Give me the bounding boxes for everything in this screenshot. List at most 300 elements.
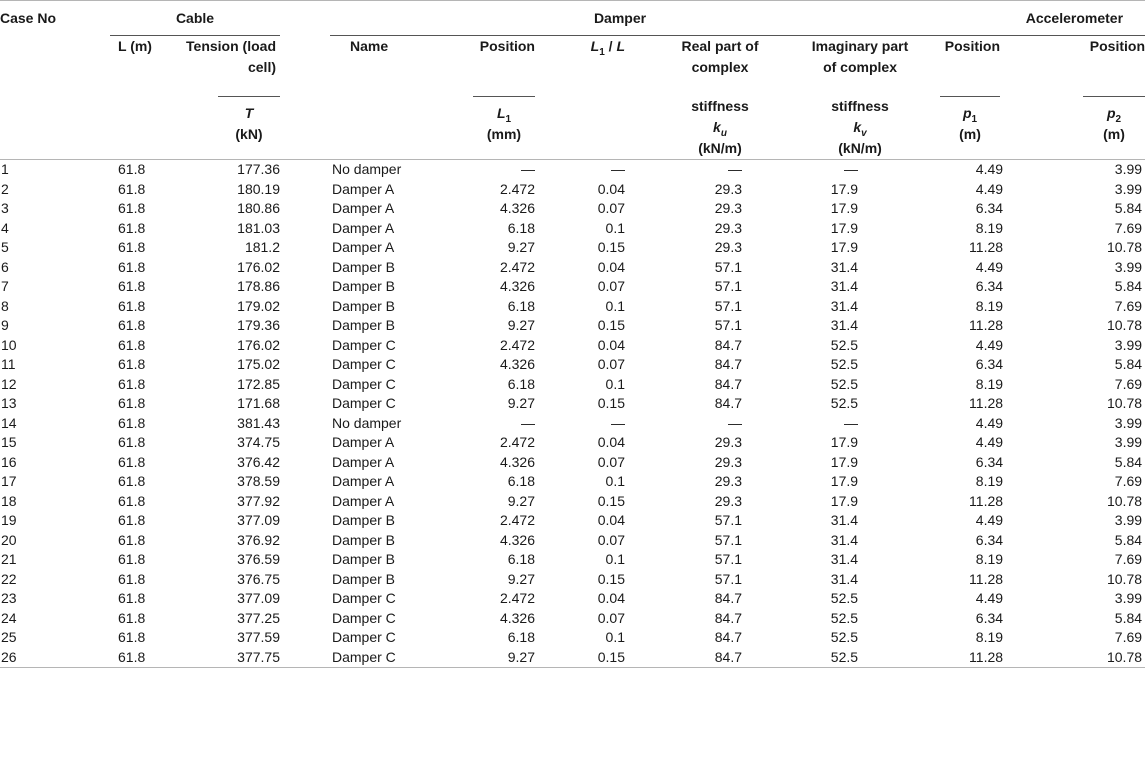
- cell-case-no: 3: [1, 200, 9, 216]
- cell-real-stiffness: 84.7: [714, 336, 742, 353]
- cell-tension: 172.85: [237, 375, 280, 392]
- cell-damper-name: Damper C: [330, 648, 460, 668]
- cell-tension: 181.03: [237, 219, 280, 236]
- cell-damper-position: 9.27: [507, 570, 535, 587]
- real-symbol: k: [713, 119, 721, 135]
- cell-imag-stiffness: 52.5: [830, 336, 859, 353]
- cell-acc-p1: 6.34: [975, 453, 1004, 470]
- cell-tension: 376.75: [237, 570, 280, 587]
- header-acc-position-1: Position: [944, 38, 1001, 54]
- cell-damper-position: 9.27: [507, 317, 535, 333]
- cell-imag-stiffness: 17.9: [830, 453, 859, 470]
- cell-real-stiffness: 29.3: [714, 200, 742, 216]
- spacer-cell: [280, 511, 330, 531]
- cell-ratio: —: [611, 161, 625, 177]
- cell-damper-position: —: [521, 414, 535, 431]
- cell-damper-name: Damper C: [332, 375, 396, 392]
- cell-ratio: 0.07: [597, 609, 625, 626]
- cell-damper-name: Damper C: [332, 395, 396, 411]
- cell-imag-stiffness: 17.9: [830, 180, 859, 197]
- table-row: [0, 258, 1145, 278]
- cell-length: 61.8: [118, 180, 146, 197]
- cell-case-no: 20: [1, 531, 17, 548]
- cell-acc-p1: 4.49: [975, 336, 1004, 353]
- cell-ratio: 0.04: [597, 590, 625, 606]
- cell-damper-position: 4.326: [499, 356, 535, 372]
- imag-part-text: Imaginary part of complex: [811, 38, 909, 75]
- spacer-cell: [280, 550, 330, 570]
- spacer-cell: [280, 570, 330, 590]
- ratio-a: L: [590, 38, 600, 54]
- cell-ratio: 0.1: [605, 375, 625, 392]
- cell-real-stiffness: 84.7: [714, 375, 742, 392]
- spacer-cell: [280, 316, 330, 336]
- cell-acc-p2: 10.78: [1106, 317, 1143, 333]
- cell-acc-p1: 11.28: [969, 239, 1004, 255]
- cell-case-no: 11: [1, 356, 16, 372]
- cell-tension: 175.02: [237, 356, 280, 372]
- cell-case-no: 19: [1, 512, 17, 528]
- cell-damper-name: Damper B: [332, 297, 396, 314]
- cell-ratio: 0.04: [597, 512, 625, 528]
- acc1-symbol-sub: 1: [971, 113, 978, 125]
- cell-length: 61.8: [118, 590, 146, 606]
- table-row: [0, 160, 1145, 180]
- cell-imag-stiffness: 52.5: [830, 590, 859, 606]
- cell-real-stiffness: 84.7: [714, 609, 742, 626]
- cell-acc-p1: 11.28: [969, 492, 1004, 509]
- spacer-cell: [280, 238, 330, 258]
- cell-real-stiffness: 29.3: [714, 473, 742, 489]
- spacer-cell: [280, 375, 330, 395]
- cell-acc-p1: 8.19: [975, 629, 1004, 645]
- cell-tension: 377.25: [237, 609, 280, 626]
- cell-acc-p1: 4.49: [975, 590, 1004, 606]
- cell-real-stiffness: 29.3: [714, 453, 742, 470]
- header-damper: Damper: [330, 1, 910, 36]
- table-row: [0, 180, 1145, 200]
- cell-acc-p1: 4.49: [975, 414, 1004, 431]
- ratio-b: L: [616, 38, 625, 54]
- ratio-sep: /: [604, 38, 617, 54]
- cell-tension: 177.36: [237, 161, 280, 177]
- table-row: [0, 531, 1145, 551]
- spacer-cell: [280, 472, 330, 492]
- cell-ratio: 0.07: [597, 531, 625, 548]
- cell-case-no: 16: [1, 453, 17, 470]
- cell-acc-p1: 11.28: [969, 395, 1004, 411]
- table-body: [0, 160, 1145, 668]
- cell-ratio: 0.07: [597, 356, 625, 372]
- cell-acc-p1: 8.19: [975, 551, 1004, 567]
- spacer-cell: [280, 180, 330, 200]
- header-imag-symbol-cell: [770, 96, 910, 160]
- cell-acc-p2: 3.99: [1114, 161, 1143, 177]
- table-row: [0, 511, 1145, 531]
- cell-imag-stiffness: 52.5: [830, 629, 859, 645]
- table-row: [0, 550, 1145, 570]
- cell-damper-position: 4.326: [499, 278, 535, 294]
- spacer-cell: [280, 199, 330, 219]
- cell-imag-stiffness: 52.5: [830, 356, 859, 372]
- table-row: [0, 394, 1145, 414]
- cell-imag-stiffness: 17.9: [830, 219, 859, 236]
- cell-damper-name: Damper B: [332, 570, 396, 587]
- spacer-cell: [280, 258, 330, 278]
- cell-case-no: 13: [1, 395, 17, 411]
- cell-damper-name: No damper: [332, 414, 402, 431]
- table-row: [0, 628, 1145, 648]
- imag-symbol-sub: v: [861, 127, 867, 139]
- table-row: [0, 414, 1145, 434]
- cell-imag-stiffness: 31.4: [830, 258, 859, 275]
- spacer-cell: [280, 589, 330, 609]
- cell-ratio: 0.04: [597, 434, 625, 450]
- header-blank: [330, 96, 460, 160]
- cell-damper-position: 6.18: [507, 629, 535, 645]
- cell-real-stiffness: 29.3: [714, 219, 742, 236]
- cell-tension: 376.92: [237, 531, 280, 548]
- table-row: [0, 648, 1145, 668]
- cell-real-stiffness: 84.7: [714, 395, 742, 411]
- cell-damper-name: Damper B: [332, 531, 396, 548]
- cell-ratio: 0.04: [597, 180, 625, 197]
- cell-damper-name: No damper: [332, 161, 402, 177]
- table-row: [0, 277, 1145, 297]
- real-stiffness-block: [670, 96, 770, 159]
- spacer-cell: [280, 297, 330, 317]
- cell-real-stiffness: 57.1: [714, 278, 742, 294]
- table-row: [0, 316, 1145, 336]
- tension-unit: (kN): [235, 126, 263, 142]
- cell-acc-p2: 5.84: [1114, 200, 1143, 216]
- cell-acc-p2: 10.78: [1106, 395, 1143, 411]
- cell-damper-name: Damper C: [332, 356, 396, 372]
- cell-acc-p1: 8.19: [975, 375, 1004, 392]
- cell-case-no: 14: [1, 414, 17, 431]
- cell-damper-position: 2.472: [499, 180, 535, 197]
- acc1-symbol: p: [962, 105, 972, 121]
- cell-ratio: 0.1: [605, 629, 625, 645]
- cell-tension: 377.75: [210, 648, 280, 668]
- table-row: [0, 589, 1145, 609]
- cell-imag-stiffness: 52.5: [830, 609, 859, 626]
- cell-imag-stiffness: 17.9: [830, 434, 859, 450]
- cell-case-no: 12: [1, 375, 17, 392]
- cell-tension: 376.59: [237, 551, 280, 567]
- table-row: [0, 453, 1145, 473]
- cell-tension: 179.02: [237, 297, 280, 314]
- cell-real-stiffness: 29.3: [714, 492, 742, 509]
- cell-imag-stiffness: 17.9: [830, 200, 859, 216]
- cell-ratio: 0.15: [597, 570, 625, 587]
- cell-real-stiffness: 57.1: [714, 512, 742, 528]
- spacer-cell: [280, 492, 330, 512]
- cell-acc-p1: 8.19: [975, 297, 1004, 314]
- cell-damper-position: 9.27: [507, 492, 535, 509]
- cell-acc-p2: 7.69: [1114, 297, 1143, 314]
- position-symbol-sub: 1: [505, 113, 512, 125]
- header-acc-position-2: Position: [1089, 38, 1145, 54]
- cell-acc-p2: 3.99: [1114, 258, 1143, 275]
- spacer-cell: [280, 531, 330, 551]
- cell-ratio: 0.04: [597, 258, 625, 275]
- cell-damper-name: Damper C: [332, 609, 396, 626]
- spacer-cell: [280, 609, 330, 629]
- cell-acc-p2: 10.78: [1106, 239, 1143, 255]
- cell-length: 61.8: [118, 317, 146, 333]
- header-length: L (m): [118, 38, 152, 54]
- spacer-cell: [280, 628, 330, 648]
- cell-damper-position: 9.27: [460, 648, 535, 668]
- cell-tension: 376.42: [237, 453, 280, 470]
- cell-case-no: 2: [1, 180, 9, 197]
- cell-damper-position: 4.326: [499, 453, 535, 470]
- cell-acc-p2: 5.84: [1114, 356, 1143, 372]
- cell-real-stiffness: 57.1: [714, 297, 742, 314]
- cell-length: 61.8: [118, 512, 146, 528]
- cell-case-no: 5: [1, 239, 9, 255]
- cell-real-stiffness: 57.1: [714, 258, 742, 275]
- spacer-cell: [280, 219, 330, 239]
- real-unit: (kN/m): [698, 140, 742, 156]
- cell-acc-p1: 6.34: [975, 609, 1004, 626]
- cell-imag-stiffness: 31.4: [830, 297, 859, 314]
- table-row: [0, 570, 1145, 590]
- cell-length: 61.8: [118, 395, 146, 411]
- cell-tension: 180.19: [237, 180, 280, 197]
- cell-imag-stiffness: 52.5: [830, 395, 859, 411]
- cell-acc-p2: 5.84: [1114, 531, 1143, 548]
- cell-damper-position: 2.472: [499, 258, 535, 275]
- cell-damper-position: 4.326: [499, 200, 535, 216]
- cell-ratio: 0.07: [597, 278, 625, 294]
- cell-length: 61.8: [118, 414, 146, 431]
- cell-ratio: 0.1: [605, 551, 625, 567]
- cell-acc-p1: 4.49: [975, 512, 1004, 528]
- header-acc1-symbol-cell: [910, 96, 1025, 160]
- cell-length: 61.8: [110, 648, 210, 668]
- cell-imag-stiffness: 31.4: [830, 512, 859, 528]
- cell-imag-stiffness: 31.4: [830, 278, 859, 294]
- cell-imag-stiffness: 17.9: [830, 492, 859, 509]
- imag-stiffness-block: [810, 96, 910, 159]
- header-ratio: [535, 36, 625, 97]
- cell-acc-p2: 7.69: [1114, 629, 1143, 645]
- table-row: [0, 375, 1145, 395]
- cell-real-stiffness: 57.1: [714, 551, 742, 567]
- cell-damper-position: 9.27: [507, 239, 535, 255]
- cell-damper-name: Damper A: [332, 219, 395, 236]
- cell-case-no: 23: [1, 590, 17, 606]
- header-tension-symbol-cell: [210, 96, 280, 160]
- table-row: [0, 336, 1145, 356]
- cell-acc-p1: 4.49: [975, 161, 1004, 177]
- cell-tension: 381.43: [237, 414, 280, 431]
- acc2-unit: (m): [1103, 126, 1125, 142]
- cell-ratio: 0.04: [597, 336, 625, 353]
- cell-acc-p1: 6.34: [975, 200, 1004, 216]
- cell-case-no: 24: [1, 609, 17, 626]
- cell-tension: 374.75: [237, 434, 280, 450]
- cell-imag-stiffness: 17.9: [830, 239, 859, 255]
- cell-acc-p2: 3.99: [1114, 590, 1143, 606]
- spacer-cell: [280, 394, 330, 414]
- cell-acc-p2: 3.99: [1114, 434, 1143, 450]
- cell-acc-p1: 11.28: [969, 570, 1004, 587]
- position-unit: (mm): [486, 126, 522, 142]
- cell-acc-p2: 7.69: [1114, 551, 1143, 567]
- spacer-cell: [280, 336, 330, 356]
- cell-acc-p1: 6.34: [975, 531, 1004, 548]
- header-real-part: [625, 36, 770, 97]
- cell-imag-stiffness: 31.4: [830, 551, 859, 567]
- cell-tension: 176.02: [237, 336, 280, 353]
- cell-length: 61.8: [118, 375, 146, 392]
- cell-acc-p2: 3.99: [1114, 512, 1143, 528]
- cell-ratio: 0.1: [605, 473, 625, 489]
- cell-damper-position: 2.472: [499, 336, 535, 353]
- cell-ratio: 0.15: [597, 492, 625, 509]
- cell-damper-name: Damper A: [332, 200, 395, 216]
- cell-length: 61.8: [118, 473, 146, 489]
- header-blank: [0, 36, 110, 97]
- cell-damper-position: 2.472: [499, 590, 535, 606]
- cell-acc-p2: 7.69: [1114, 473, 1143, 489]
- ratio-a-sub: 1: [599, 46, 605, 58]
- cell-real-stiffness: 84.7: [714, 356, 742, 372]
- imag-stiffness: stiffness: [831, 98, 889, 114]
- cell-damper-name: Damper A: [332, 492, 395, 509]
- position-separator: [473, 96, 535, 145]
- cell-length: 61.8: [118, 297, 146, 314]
- cell-real-stiffness: 84.7: [714, 590, 742, 606]
- cell-ratio: 0.07: [597, 200, 625, 216]
- table-row: [0, 199, 1145, 219]
- cell-imag-stiffness: 31.4: [830, 531, 859, 548]
- cell-damper-position: 6.18: [507, 551, 535, 567]
- cell-length: 61.8: [118, 570, 146, 587]
- spacer-cell: [280, 433, 330, 453]
- cell-imag-stiffness: —: [844, 161, 859, 177]
- cell-acc-p2: 5.84: [1114, 609, 1143, 626]
- cell-ratio: —: [611, 414, 625, 431]
- cell-ratio: 0.07: [597, 453, 625, 470]
- header-blank: [280, 36, 330, 97]
- cell-case-no: 1: [1, 161, 9, 177]
- header-cable: Cable: [110, 1, 280, 36]
- header-spacer: [280, 1, 330, 36]
- table-row: [0, 472, 1145, 492]
- cell-real-stiffness: 84.7: [625, 648, 770, 668]
- cell-imag-stiffness: 31.4: [830, 570, 859, 587]
- header-position-symbol-cell: [460, 96, 535, 160]
- cell-case-no: 7: [1, 278, 9, 294]
- cell-damper-name: Damper C: [332, 590, 396, 606]
- cell-case-no: 17: [1, 473, 17, 489]
- header-case-no: Case No: [0, 10, 57, 27]
- spacer-cell: [280, 355, 330, 375]
- cell-acc-p2: 5.84: [1114, 278, 1143, 294]
- cell-acc-p1: 8.19: [975, 219, 1004, 236]
- cell-imag-stiffness: 17.9: [830, 473, 859, 489]
- cell-length: 61.8: [118, 356, 146, 372]
- acc1-unit: (m): [959, 126, 981, 142]
- real-symbol-sub: u: [720, 127, 727, 139]
- table-row: [0, 609, 1145, 629]
- cell-acc-p2: 3.99: [1114, 336, 1143, 353]
- cell-tension: 171.68: [237, 395, 280, 411]
- cell-acc-p2: 3.99: [1114, 180, 1143, 197]
- spacer-cell: [280, 277, 330, 297]
- cell-damper-name: Damper A: [332, 239, 395, 255]
- cell-tension: 377.59: [237, 629, 280, 645]
- header-blank: [535, 96, 625, 160]
- cell-acc-p1: 4.49: [975, 258, 1004, 275]
- cell-acc-p2: 7.69: [1114, 219, 1143, 236]
- cell-tension: 176.02: [237, 258, 280, 275]
- cell-case-no: 9: [1, 317, 9, 333]
- cell-length: 61.8: [118, 551, 146, 567]
- cell-damper-position: 6.18: [507, 219, 535, 236]
- cell-ratio: 0.15: [597, 395, 625, 411]
- cell-damper-position: 2.472: [499, 434, 535, 450]
- cell-damper-position: 4.326: [499, 531, 535, 548]
- cell-length: 61.8: [118, 531, 146, 548]
- cell-length: 61.8: [118, 492, 146, 509]
- table-row: [0, 219, 1145, 239]
- cell-tension: 378.59: [237, 473, 280, 489]
- cell-tension: 377.09: [237, 590, 280, 606]
- cell-real-stiffness: 29.3: [714, 239, 742, 255]
- table-row: [0, 492, 1145, 512]
- cell-acc-p2: 10.78: [1106, 492, 1143, 509]
- cell-real-stiffness: 29.3: [714, 180, 742, 197]
- cell-damper-position: 6.18: [507, 297, 535, 314]
- table-row: [0, 433, 1145, 453]
- cell-tension: 178.86: [237, 278, 280, 294]
- cell-ratio: 0.15: [535, 648, 625, 668]
- cell-damper-name: Damper A: [332, 453, 395, 470]
- cell-length: 61.8: [118, 629, 146, 645]
- header-blank: [280, 96, 330, 160]
- header-blank: [110, 96, 210, 160]
- cell-damper-name: Damper A: [332, 473, 395, 489]
- cell-case-no: 8: [1, 297, 9, 314]
- cell-damper-position: 4.326: [499, 609, 535, 626]
- cell-acc-p2: 3.99: [1114, 414, 1143, 431]
- cell-length: 61.8: [118, 278, 146, 294]
- table-row: [0, 238, 1145, 258]
- real-part-text: Real part of complex: [681, 38, 759, 75]
- cell-real-stiffness: 84.7: [714, 629, 742, 645]
- cell-acc-p1: 11.28: [969, 317, 1004, 333]
- cell-damper-name: Damper B: [332, 551, 396, 567]
- cell-acc-p1: 6.34: [975, 278, 1004, 294]
- spacer-cell: [280, 414, 330, 434]
- cell-acc-p1: 4.49: [975, 180, 1004, 197]
- acc2-separator: [1083, 96, 1145, 145]
- cell-damper-position: 6.18: [507, 375, 535, 392]
- cell-damper-name: Damper B: [332, 512, 396, 528]
- cell-length: 61.8: [118, 219, 146, 236]
- cell-imag-stiffness: 52.5: [770, 648, 910, 668]
- cell-tension: 180.86: [237, 200, 280, 216]
- cell-damper-position: —: [521, 161, 535, 177]
- cell-imag-stiffness: —: [844, 414, 859, 431]
- acc2-symbol: p: [1106, 105, 1116, 121]
- cell-length: 61.8: [118, 336, 146, 353]
